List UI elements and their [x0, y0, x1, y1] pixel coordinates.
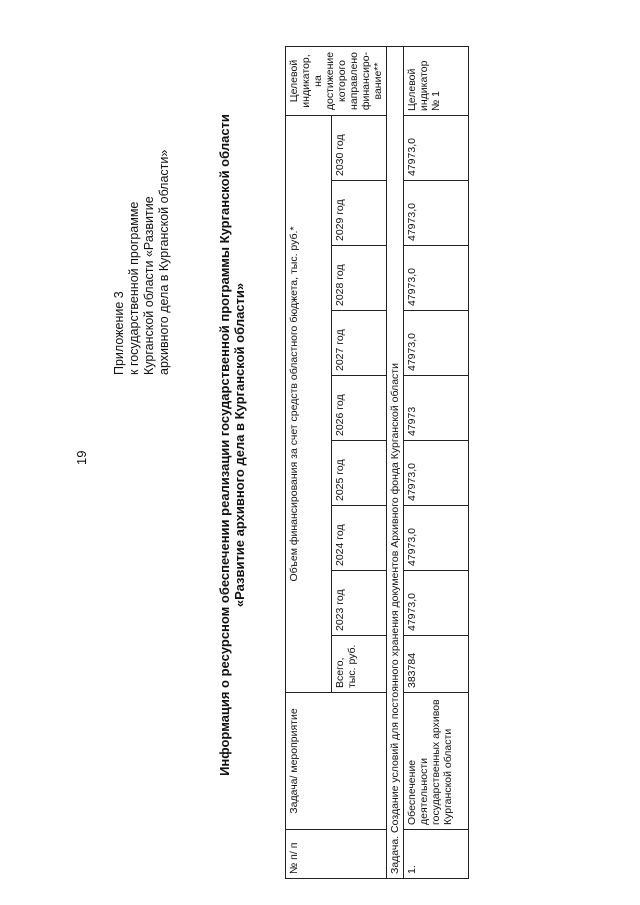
header-num: № п/ п — [286, 830, 387, 879]
row-task: Обеспечение деятельности государственных архивов Курганской области — [404, 693, 469, 830]
header-year-2027: 2027 год — [332, 311, 387, 376]
header-row-1 — [286, 47, 332, 879]
header-year-2029: 2029 год — [332, 181, 387, 246]
header-year-2030: 2030 год — [332, 116, 387, 181]
appendix-line-3: Курганской области «Развитие — [142, 196, 156, 375]
appendix-line-4: архивного дела в Курганской области» — [157, 149, 171, 375]
table-row — [404, 47, 469, 879]
task-row — [387, 47, 404, 879]
header-indicator: Целевой индикатор, на достижение которого направлено финансиро- вание** — [286, 47, 387, 116]
page-number: 19 — [74, 450, 89, 465]
row-2026: 47973 — [404, 376, 469, 441]
task-row-text: Задача. Создание условий для постоянного хранения документов Архивного фонда Курганской области — [387, 47, 404, 879]
header-task: Задача/ мероприятие — [286, 693, 387, 830]
title-line-2: «Развитие архивного дела в Курганской области» — [232, 282, 247, 608]
funding-table — [285, 46, 469, 879]
header-year-2026: 2026 год — [332, 376, 387, 441]
row-2024: 47973,0 — [404, 506, 469, 571]
row-2029: 47973,0 — [404, 181, 469, 246]
row-indicator: Целевой индикатор № 1 — [404, 47, 469, 116]
row-2028: 47973,0 — [404, 246, 469, 311]
row-2023: 47973,0 — [404, 571, 469, 636]
row-total: 383784 — [404, 636, 469, 693]
header-year-2028: 2028 год — [332, 246, 387, 311]
header-total: Всего, тыс. руб. — [332, 636, 387, 693]
title-line-1: Информация о ресурсном обеспечении реализации государственной программы Курганской области — [217, 114, 232, 776]
appendix-header — [112, 150, 172, 375]
appendix-line-2: к государственной программе — [127, 201, 141, 375]
document-title — [217, 65, 247, 825]
row-2025: 47973,0 — [404, 441, 469, 506]
row-2030: 47973,0 — [404, 116, 469, 181]
header-funding: Объем финансирования за счет средств областного бюджета, тыс. руб.* — [286, 116, 332, 693]
header-year-2025: 2025 год — [332, 441, 387, 506]
header-year-2023: 2023 год — [332, 571, 387, 636]
appendix-line-1: Приложение 3 — [112, 291, 126, 375]
row-num: 1. — [404, 830, 469, 879]
row-2027: 47973,0 — [404, 311, 469, 376]
header-year-2024: 2024 год — [332, 506, 387, 571]
